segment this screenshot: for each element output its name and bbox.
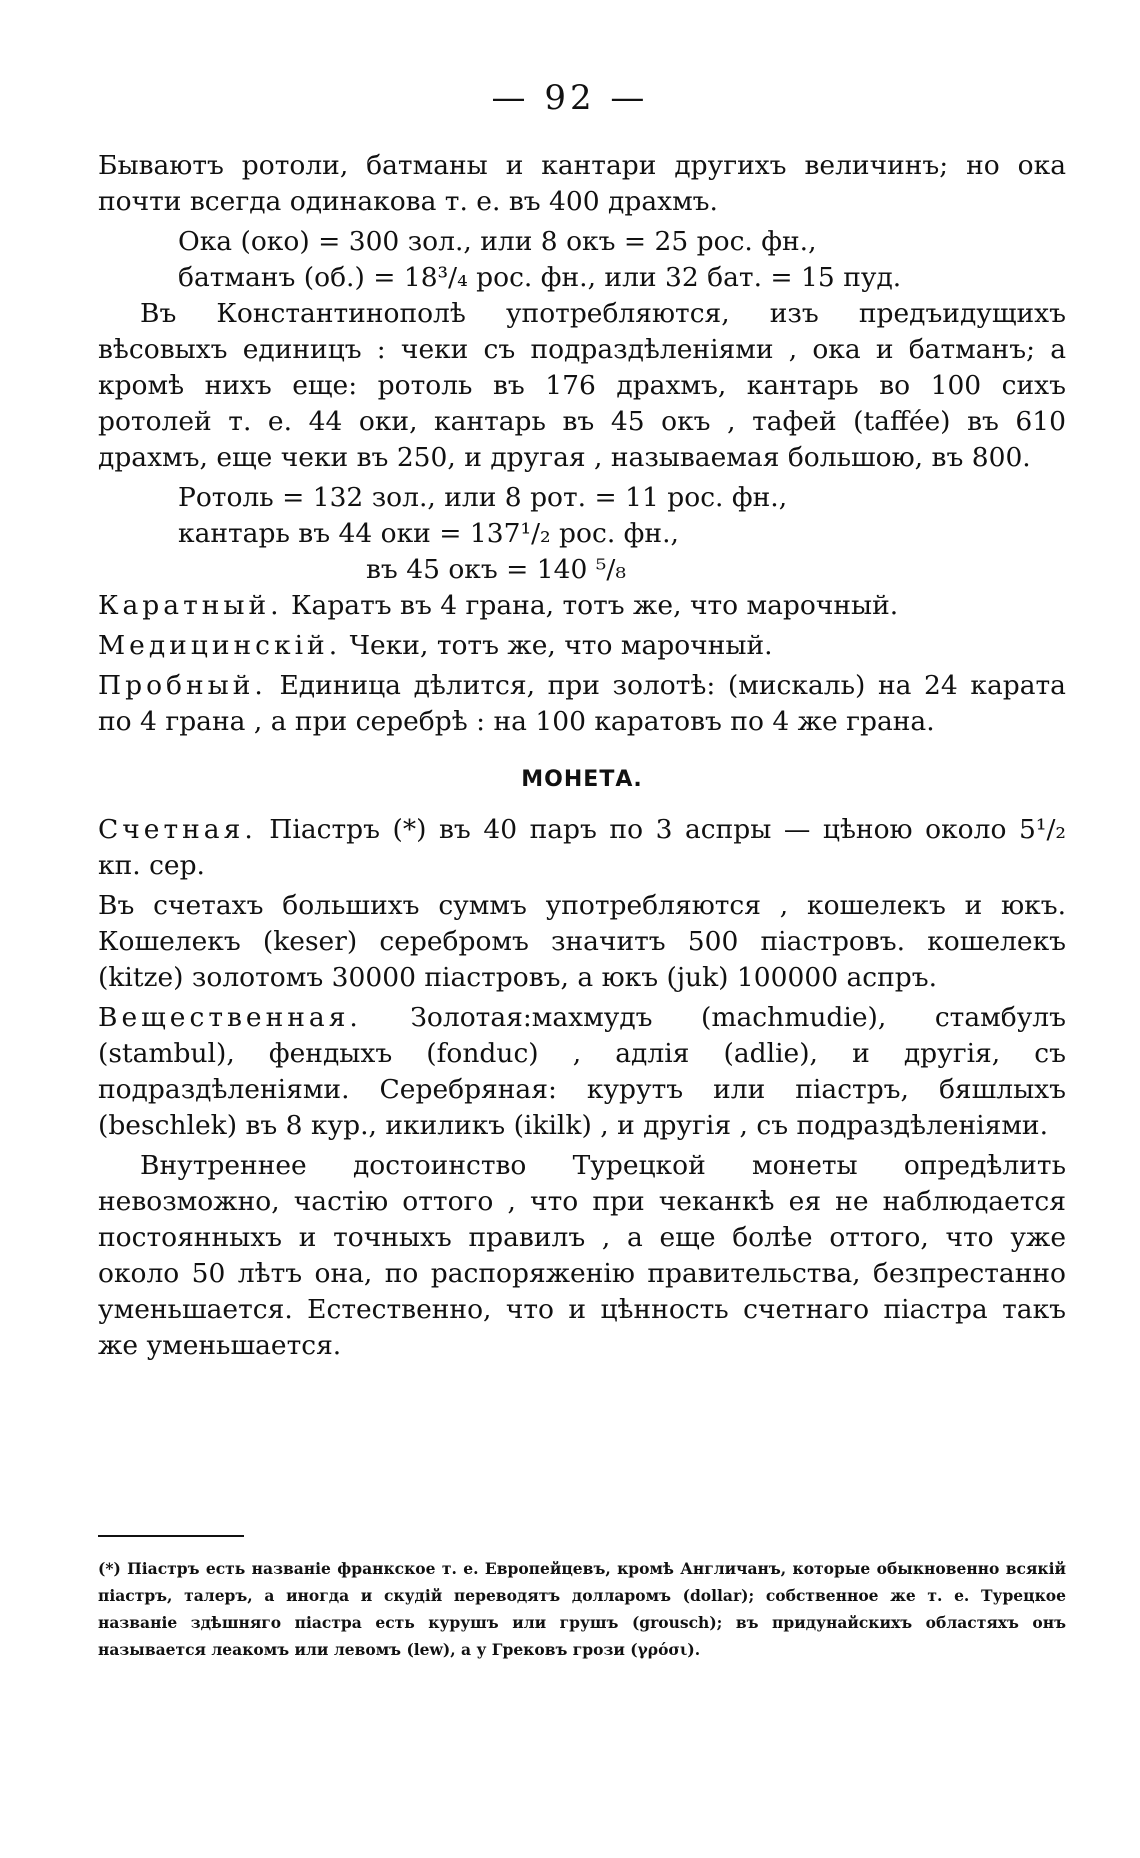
footnote: (*) Пiастръ есть названiе франкское т. е. Европейцевъ, кромѣ Англичанъ, которые обыкновенно всякiй пiастръ, талеръ, а иногда и скудiй переводятъ долларомъ (dollar); собственное же т. е. Турецкое названiе здѣшняго пiастра есть курушъ или грушъ (grousch); въ придунайскихъ областяхъ онъ называется леакомъ или левомъ (lew), а у Грековъ грози (γρόσι). [98,1559,1066,1659]
text-carat: Каратъ въ 4 грана, тотъ же, что марочный. [291,590,899,621]
text-real: Золотая:махмудъ (machmudie), стамбулъ (stambul), фендыхъ (fonduc) , адлiя (adlie), и другiя, съ подраздѣленiями. Серебряная: курутъ или пiастръ, бяшлыхъ (beschlek) въ 8 кур., икиликъ (ikilk) , и другiя , съ подраздѣленiями. [98,1002,1066,1141]
paragraph-account-coin [98,812,1066,884]
text-medical: Чеки, тотъ же, что марочный. [349,630,773,661]
term-carat: Каратный. [98,590,283,621]
footnote-divider [98,1535,244,1537]
paragraph-medical [98,628,1066,664]
equation-oka: Ока (око) = 300 зол., или 8 окъ = 25 рос. фн., [178,226,817,257]
term-real: Вещественная. [98,1002,362,1033]
term-medical: Медицинскiй. [98,630,342,661]
paragraph-carat [98,588,1066,624]
term-account: Счетная. [98,814,257,845]
term-assay: Пробный. [98,670,267,701]
paragraph-other-units: Бываютъ ротоли, батманы и кантари другихъ величинъ; но ока почти всегда одинакова т. е. въ 400 драхмъ. [98,150,1066,217]
equation-kantar-44: кантарь въ 44 оки = 137¹/₂ рос. фн., [178,518,679,549]
section-heading: МОНЕТА. [521,767,643,792]
equation-rotol: Ротоль = 132 зол., или 8 рот. = 11 рос. фн., [178,482,788,513]
page-number: — 92 — [491,78,649,118]
paragraph-intrinsic-value: Внутреннее достоинство Турецкой монеты опредѣлить невозможно, частiю оттого , что при чеканкѣ ея не наблюдается постоянныхъ и точныхъ правилъ , а еще болѣе оттого, что уже около 50 лѣтъ она, по распоряженiю правительства, безпрестанно уменьшается. Естественно, что и цѣнность счетнаго пiастра такъ же уменьшается. [98,1150,1066,1361]
equation-kantar-45: въ 45 окъ = 140 ⁵/₈ [366,554,626,585]
paragraph-real-coin [98,1000,1066,1144]
main-text [98,148,1066,1368]
paragraph-constantinople: Въ Константинополѣ употребляются, изъ предъидущихъ вѣсовыхъ единицъ : чеки съ подраздѣленiями , ока и батманъ; а кромѣ нихъ еще: ротоль въ 176 драхмъ, кантарь во 100 сихъ ротолей т. е. 44 оки, кантарь въ 45 окъ , тафей (taffée) въ 610 драхмъ, еще чеки въ 250, и другая , называемая большою, въ 800. [98,298,1066,473]
equation-batman: батманъ (об.) = 18³/₄ рос. фн., или 32 бат. = 15 пуд. [178,262,902,293]
text-assay: Единица дѣлится, при золотѣ: (мискаль) на 24 карата по 4 грана , а при серебрѣ : на 100 каратовъ по 4 же грана. [98,670,1066,737]
paragraph-large-sums: Въ счетахъ большихъ суммъ употребляются , кошелекъ и юкъ. Кошелекъ (keser) серебромъ значитъ 500 пiастровъ. кошелекъ (kitze) золотомъ 30000 пiастровъ, а юкъ (juk) 100000 аспръ. [98,890,1066,993]
text-account: Пiастръ (*) въ 40 паръ по 3 аспры — цѣною около 5¹/₂ кп. сер. [98,814,1066,881]
paragraph-assay [98,668,1066,740]
